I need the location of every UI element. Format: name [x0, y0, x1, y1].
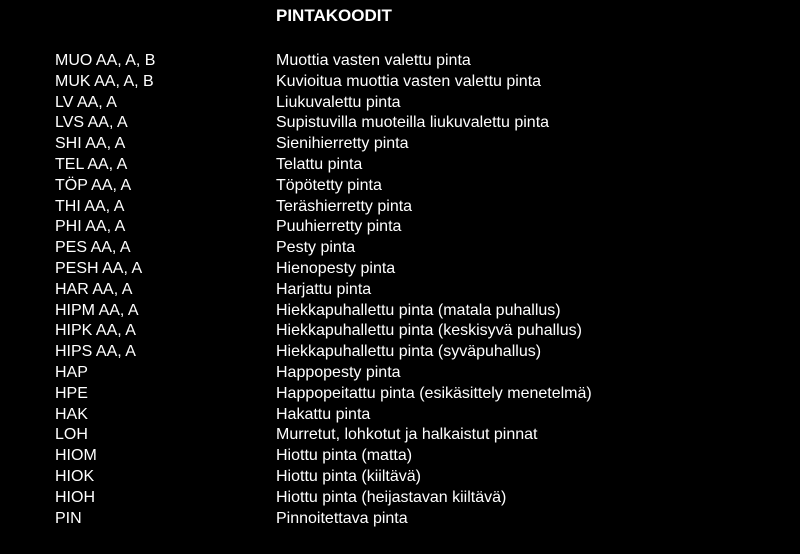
list-item	[0, 134, 800, 155]
list-item	[0, 509, 800, 530]
surface-description: Pinnoitettava pinta	[276, 509, 408, 527]
surface-code: PESH AA, A	[55, 259, 143, 277]
list-item	[0, 176, 800, 197]
surface-code: HIPS AA, A	[55, 343, 136, 361]
surface-description: Hakattu pinta	[276, 405, 371, 423]
list-item	[0, 446, 800, 467]
list-item	[0, 197, 800, 218]
list-item	[0, 425, 800, 446]
surface-description: Happopesty pinta	[276, 363, 401, 381]
list-item	[0, 259, 800, 280]
list-item	[0, 93, 800, 114]
surface-description: Sienihierretty pinta	[276, 135, 409, 153]
surface-description: Happopeitattu pinta (esikäsittely menetelmä)	[276, 384, 592, 402]
surface-code: HAR AA, A	[55, 280, 133, 298]
surface-code: HIPK AA, A	[55, 322, 136, 340]
surface-code: TEL AA, A	[55, 155, 128, 173]
surface-code: TÖP AA, A	[55, 176, 132, 194]
surface-description: Hiekkapuhallettu pinta (keskisyvä puhallus)	[276, 322, 582, 340]
list-item	[0, 217, 800, 238]
surface-code: PIN	[55, 509, 82, 527]
surface-description: Teräshierretty pinta	[276, 197, 413, 215]
surface-description: Muottia vasten valettu pinta	[276, 52, 471, 69]
surface-code: LOH	[55, 426, 88, 444]
surface-code: LV AA, A	[55, 93, 117, 111]
list-item	[0, 113, 800, 134]
surface-description: Murretut, lohkotut ja halkaistut pinnat	[276, 426, 538, 444]
surface-code: LVS AA, A	[55, 114, 128, 132]
surface-code-list	[0, 51, 800, 529]
surface-code: HAK	[55, 405, 88, 423]
surface-description: Hienopesty pinta	[276, 259, 396, 277]
list-item	[0, 280, 800, 301]
surface-code: HIOM	[55, 447, 97, 465]
list-item	[0, 301, 800, 322]
surface-description: Harjattu pinta	[276, 280, 372, 298]
list-item	[0, 51, 800, 72]
surface-code: MUK AA, A, B	[55, 72, 154, 90]
surface-description: Töpötetty pinta	[276, 176, 382, 194]
list-item	[0, 321, 800, 342]
list-item	[0, 384, 800, 405]
page-title: PINTAKOODIT	[276, 6, 392, 25]
list-item	[0, 72, 800, 93]
surface-description: Puuhierretty pinta	[276, 218, 402, 236]
surface-code: PES AA, A	[55, 239, 131, 257]
surface-code: MUO AA, A, B	[55, 52, 156, 69]
surface-description: Telattu pinta	[276, 155, 363, 173]
list-item	[0, 488, 800, 509]
list-item	[0, 363, 800, 384]
surface-description: Hiekkapuhallettu pinta (matala puhallus)	[276, 301, 561, 319]
surface-description: Kuvioitua muottia vasten valettu pinta	[276, 72, 542, 90]
surface-code: HAP	[55, 363, 88, 381]
surface-code: HIPM AA, A	[55, 301, 139, 319]
surface-code: THI AA, A	[55, 197, 125, 215]
surface-description: Hiottu pinta (matta)	[276, 447, 413, 465]
list-item	[0, 155, 800, 176]
surface-code: HIOK	[55, 467, 95, 485]
surface-description: Hiottu pinta (kiiltävä)	[276, 467, 421, 485]
list-item	[0, 238, 800, 259]
surface-code: HPE	[55, 384, 88, 402]
surface-code: SHI AA, A	[55, 135, 126, 153]
surface-code: PHI AA, A	[55, 218, 126, 236]
surface-description: Supistuvilla muoteilla liukuvalettu pinta	[276, 114, 550, 132]
surface-description: Liukuvalettu pinta	[276, 93, 401, 111]
list-item	[0, 405, 800, 426]
surface-description: Pesty pinta	[276, 239, 356, 257]
list-item	[0, 467, 800, 488]
surface-description: Hiekkapuhallettu pinta (syväpuhallus)	[276, 343, 542, 361]
surface-code: HIOH	[55, 488, 95, 506]
surface-description: Hiottu pinta (heijastavan kiiltävä)	[276, 488, 507, 506]
list-item	[0, 342, 800, 363]
